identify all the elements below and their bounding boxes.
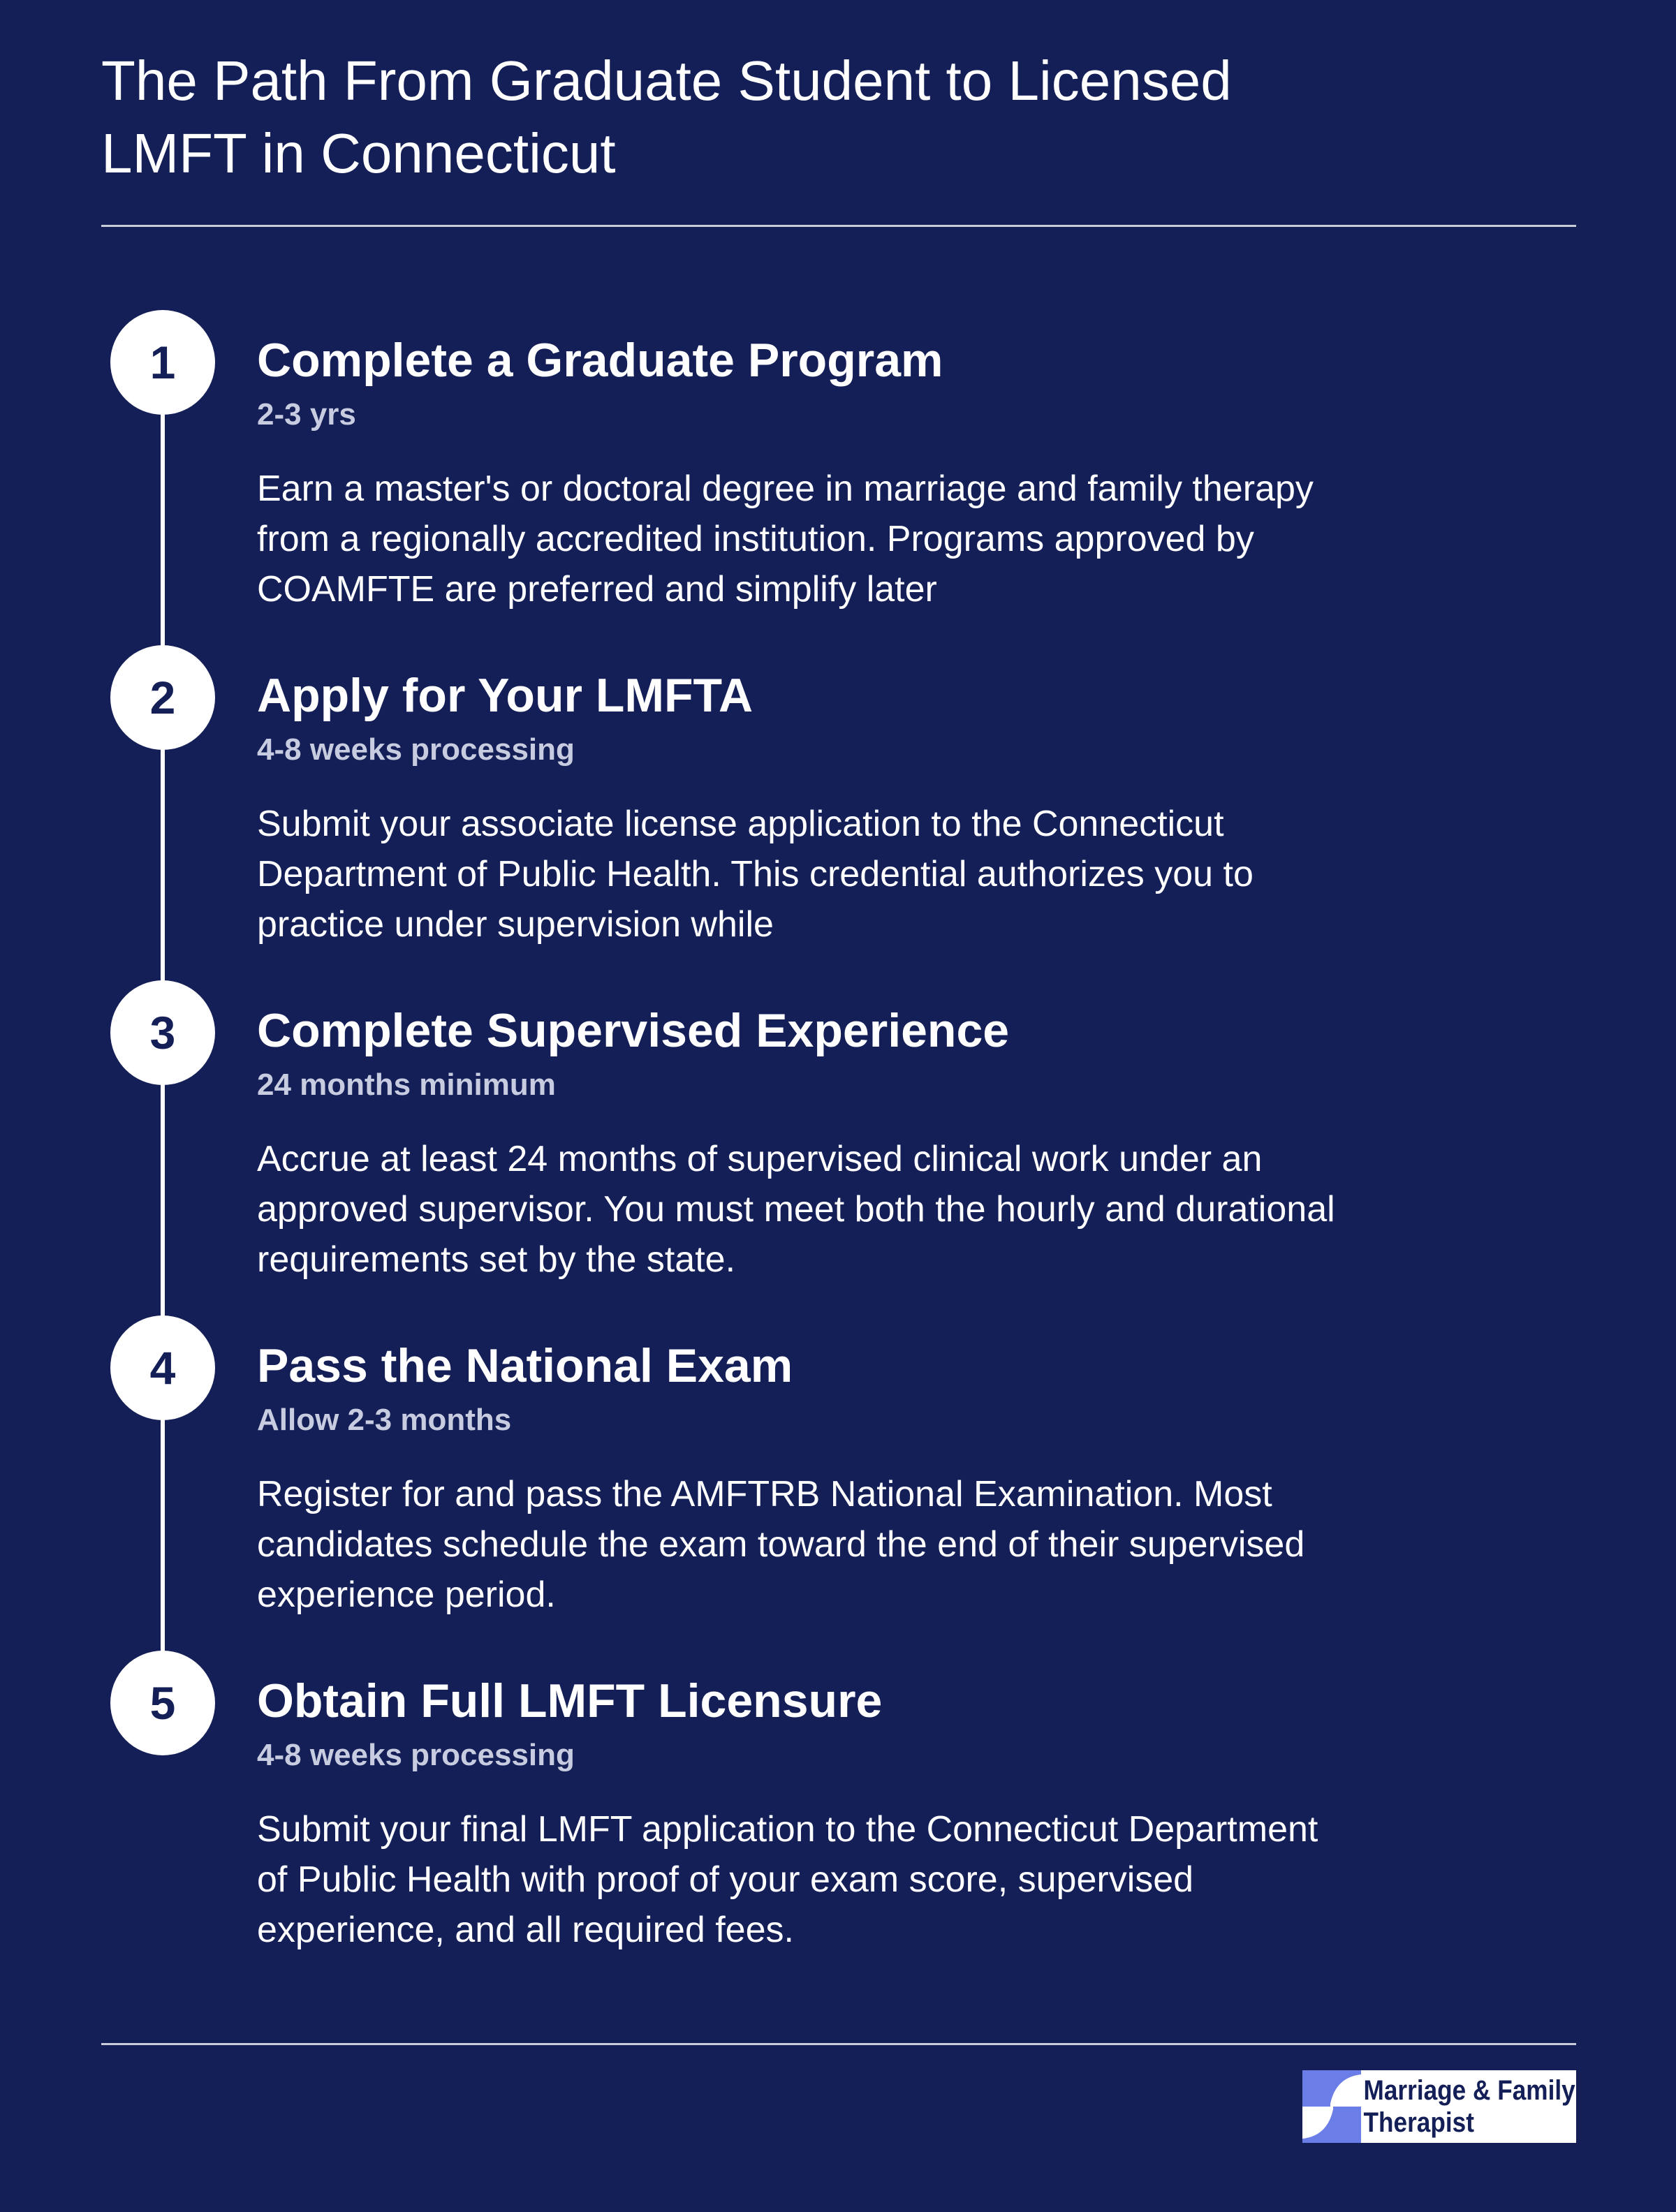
header-divider xyxy=(101,225,1576,227)
step-title: Obtain Full LMFT Licensure xyxy=(257,1674,883,1727)
step-duration: 4-8 weeks processing xyxy=(257,1738,575,1772)
logo-wordmark xyxy=(1361,2074,1575,2139)
step-title: Complete a Graduate Program xyxy=(257,334,943,387)
step-description: Register for and pass the AMFTRB National Examination. Most candidates schedule the exam toward the end of their supervised experience period. xyxy=(257,1474,1305,1615)
step-description: Accrue at least 24 months of supervised clinical work under an approved supervisor. You must meet both the hourly and durational requirements set by the state. xyxy=(257,1139,1335,1280)
logo-line-2: Therapist xyxy=(1363,2107,1474,2138)
logo-mark-icon xyxy=(1302,2070,1361,2143)
step-number-badge: 1 xyxy=(110,310,215,415)
step-title: Pass the National Exam xyxy=(257,1339,793,1392)
step-duration: 2-3 yrs xyxy=(257,397,356,432)
step-description: Submit your associate license application to the Connecticut Department of Public Health. This credential authorizes you to practice under supervision while xyxy=(257,804,1254,945)
step-number-badge: 3 xyxy=(110,980,215,1085)
step-title: Apply for Your LMFTA xyxy=(257,669,754,722)
logo-line-1: Marriage & Family xyxy=(1363,2075,1575,2106)
step-number-badge: 5 xyxy=(110,1651,215,1755)
page-title: The Path From Graduate Student to Licensed LMFT in Connecticut xyxy=(101,50,1232,184)
brand-logo xyxy=(1302,2070,1576,2143)
step-description: Earn a master's or doctoral degree in marriage and family therapy from a regionally accredited institution. Programs approved by COAMFTE are preferred and simplify later xyxy=(257,469,1314,610)
step-number-badge: 2 xyxy=(110,645,215,750)
footer-divider xyxy=(101,2043,1576,2045)
step-duration: 4-8 weeks processing xyxy=(257,732,575,767)
step-description: Submit your final LMFT application to the Connecticut Department of Public Health with proof of your exam score, supervised experience, and all required fees. xyxy=(257,1809,1318,1950)
step-duration: Allow 2-3 months xyxy=(257,1403,512,1437)
step-duration: 24 months minimum xyxy=(257,1068,556,1102)
step-title: Complete Supervised Experience xyxy=(257,1004,1010,1057)
step-number-badge: 4 xyxy=(110,1315,215,1420)
